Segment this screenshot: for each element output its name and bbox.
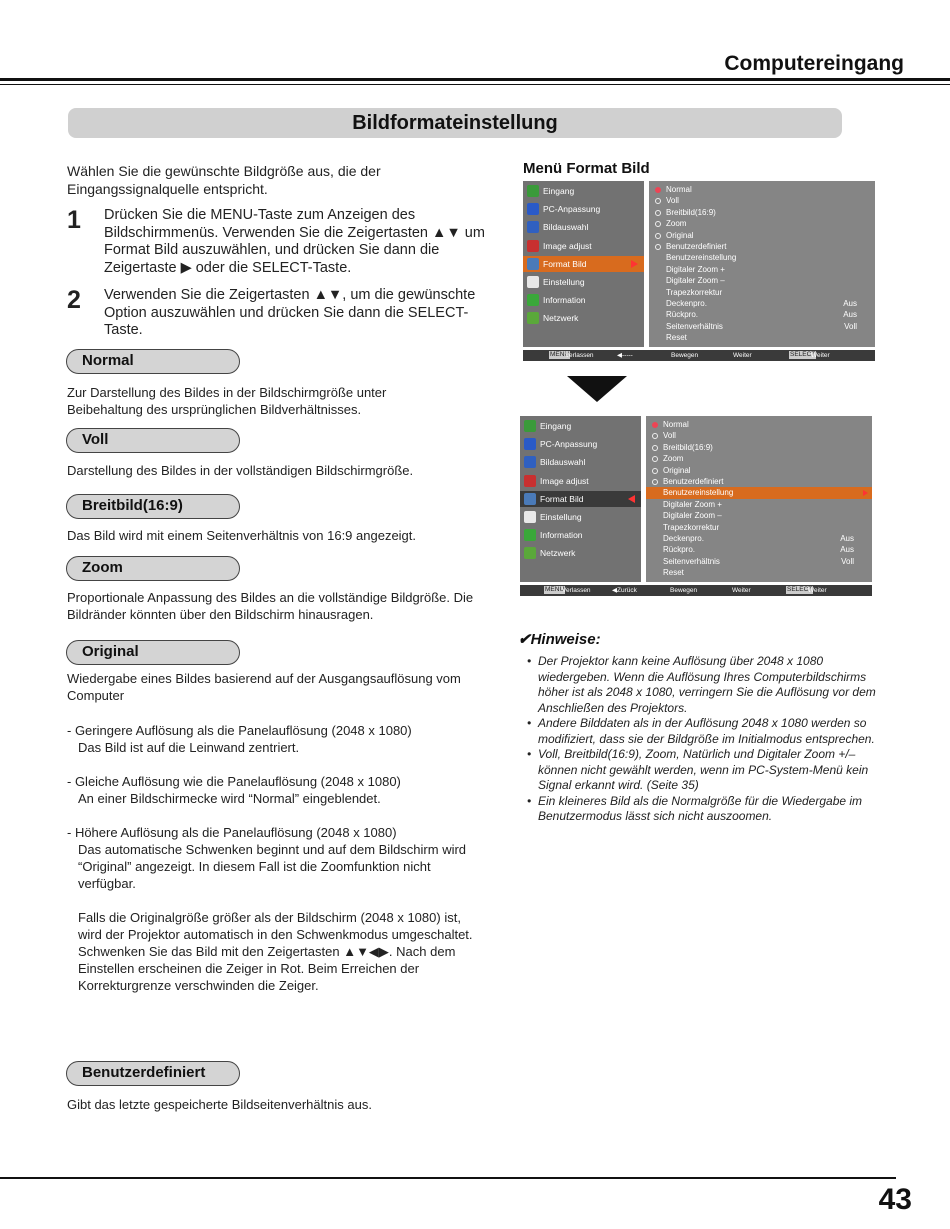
option-heading-benutzerdefiniert: Benutzerdefiniert	[66, 1061, 240, 1086]
submenu-item[interactable]	[649, 207, 875, 218]
select-next-label: Weiter	[811, 352, 830, 359]
original-detail-body: An einer Bildschirmecke wird “Normal” eingeblendet.	[78, 791, 381, 806]
submenu-label: Breitbild(16:9)	[666, 207, 716, 217]
submenu-item[interactable]	[649, 264, 875, 275]
main-menu-item[interactable]	[523, 183, 644, 199]
main-menu-label: Image adjust	[543, 240, 592, 251]
submenu-label: Benutzerdefiniert	[663, 477, 724, 486]
submenu-item[interactable]	[649, 184, 875, 195]
menu-key-label: MENU	[550, 351, 570, 358]
checkmark-icon: ✔	[518, 631, 531, 648]
select-key-label: SELECT	[787, 586, 813, 593]
main-menu-item[interactable]	[520, 473, 641, 489]
submenu-label: Digitaler Zoom +	[663, 499, 722, 509]
submenu-item[interactable]	[649, 252, 875, 263]
radio-icon	[655, 233, 661, 239]
submenu-label: Benutzereinstellung	[663, 488, 734, 498]
arrow-left-icon	[628, 495, 635, 503]
main-menu-panel	[523, 181, 644, 347]
exit-label: Verlassen	[562, 587, 591, 594]
pc-adjust-icon	[524, 438, 536, 450]
main-menu-label: Bildauswahl	[543, 222, 589, 233]
note-item: • Der Projektor kann keine Auflösung über 2048 x 1080 wiedergeben. Wenn die Auflösung Ihres Computerbildschirms höher ist als 2048 x 1080, verringern Sie die Auflösung vor dem Anschließen des Projektors.	[527, 654, 887, 716]
info-icon	[527, 294, 539, 306]
option-heading-zoom: Zoom	[66, 556, 240, 581]
format-submenu-panel	[649, 181, 875, 347]
submenu-item[interactable]	[649, 195, 875, 206]
main-menu-label: Netzwerk	[543, 313, 579, 324]
submenu-value: Aus	[840, 545, 854, 555]
radio-selected-icon	[655, 187, 661, 193]
submenu-label: Digitaler Zoom –	[666, 276, 725, 286]
screen-format-icon	[527, 258, 539, 270]
radio-icon	[655, 198, 661, 204]
submenu-label: Rückpro.	[666, 310, 699, 320]
original-detail-head: - Höhere Auflösung als die Panelauflösung (2048 x 1080)	[67, 825, 397, 840]
main-menu-item[interactable]	[520, 418, 641, 434]
submenu-item[interactable]	[649, 332, 875, 343]
original-detail-body: Das Bild ist auf die Leinwand zentriert.	[78, 740, 300, 755]
select-key-label: SELECT	[790, 351, 816, 358]
main-menu-label: PC-Anpassung	[543, 204, 601, 215]
main-menu-label: Einstellung	[543, 277, 585, 287]
notes-list	[527, 654, 887, 825]
submenu-label: Seitenverhältnis	[666, 321, 723, 331]
main-menu-item[interactable]	[523, 201, 644, 217]
submenu-item[interactable]	[649, 218, 875, 229]
image-adjust-icon	[524, 475, 536, 487]
menu-screen-before	[523, 181, 878, 363]
submenu-item[interactable]	[646, 442, 872, 453]
input-icon	[527, 185, 539, 197]
radio-icon	[652, 479, 658, 485]
menu-key-label: MENU	[545, 586, 565, 593]
format-submenu-panel	[646, 416, 872, 582]
main-menu-item[interactable]	[520, 436, 641, 452]
step-text: Verwenden Sie die Zeigertasten ▲▼, um die gewünschte Option auszuwählen und drücken Sie dann die SELECT-Taste.	[104, 287, 476, 338]
move-label: Bewegen	[671, 352, 699, 359]
move-label: Bewegen	[670, 587, 698, 594]
step-text: Drücken Sie die MENU-Taste zum Anzeigen des Bildschirmmenüs. Verwenden Sie die Zeigertasten ▲▼ um Format Bild auszuwählen, und drücken Sie dann die Zeigertaste ▶ oder die SELECT-Taste.	[104, 207, 485, 276]
original-detail-head: - Geringere Auflösung als die Panelauflösung (2048 x 1080)	[67, 723, 412, 738]
submenu-label: Reset	[666, 333, 687, 343]
submenu-label: Normal	[666, 185, 692, 194]
main-menu-label: Bildauswahl	[540, 457, 586, 468]
main-menu-label: Format Bild	[540, 493, 584, 504]
submenu-label: Digitaler Zoom +	[666, 264, 725, 274]
arrow-right-icon	[863, 490, 868, 496]
submenu-label: Trapezkorrektur	[666, 287, 723, 297]
submenu-item[interactable]	[649, 275, 875, 286]
main-menu-label: Einstellung	[540, 512, 582, 522]
option-heading-breitbild: Breitbild(16:9)	[66, 494, 240, 519]
main-menu-label: Image adjust	[540, 475, 589, 486]
back-label: ◀-----	[617, 352, 633, 359]
submenu-value: Aus	[843, 299, 857, 308]
submenu-item[interactable]	[649, 241, 875, 252]
settings-icon	[524, 511, 536, 523]
note-item: • Ein kleineres Bild als die Normalgröße für die Wiedergabe im Benutzermodus lässt sich nicht auszoomen.	[527, 794, 887, 825]
submenu-item[interactable]	[649, 230, 875, 241]
arrow-down-icon	[567, 376, 627, 402]
radio-icon	[655, 221, 661, 227]
next-label: Weiter	[732, 587, 751, 594]
submenu-label: Digitaler Zoom –	[663, 511, 722, 521]
radio-icon	[655, 210, 661, 216]
main-menu-item[interactable]	[520, 527, 641, 543]
note-item: • Andere Bilddaten als in der Auflösung 2048 x 1080 werden so modifiziert, dass sie der Bildgröße im Initialmodus entsprechen.	[527, 716, 887, 747]
main-menu-item[interactable]	[523, 219, 644, 235]
main-menu-label: Information	[543, 295, 586, 306]
main-menu-item[interactable]	[520, 454, 641, 470]
network-icon	[527, 312, 539, 324]
main-menu-panel	[520, 416, 641, 582]
image-adjust-icon	[527, 240, 539, 252]
submenu-item[interactable]	[649, 321, 875, 332]
radio-icon	[655, 244, 661, 250]
submenu-label: Reset	[663, 568, 684, 578]
submenu-item[interactable]	[646, 522, 872, 533]
footer-rule	[0, 1177, 896, 1179]
main-menu-label: Information	[540, 530, 583, 541]
radio-selected-icon	[652, 422, 658, 428]
submenu-label: Benutzerdefiniert	[666, 242, 727, 251]
option-desc-original: Wiedergabe eines Bildes basierend auf der Ausgangsauflösung vom Computer	[67, 671, 461, 703]
main-menu-item[interactable]	[520, 545, 641, 561]
option-heading-voll: Voll	[66, 428, 240, 453]
info-icon	[524, 529, 536, 541]
option-desc-zoom: Proportionale Anpassung des Bildes an die vollständige Bildgröße. Die Bildränder könnten über den Bildschirm hinausragen.	[67, 590, 474, 622]
submenu-label: Normal	[663, 420, 689, 429]
submenu-label: Breitbild(16:9)	[663, 442, 713, 452]
menu-title: Menü Format Bild	[523, 160, 650, 177]
original-detail-body: Falls die Originalgröße größer als der Bildschirm (2048 x 1080) ist, wird der Projektor automatisch in den Schwenkmodus umgeschaltet. Schwenken Sie das Bild mit den Zeigertasten ▲▼◀▶. Nach dem Einstellen erscheinen die Zeiger in Rot. Beim Erreichen der Korrekturgrenze verschwinden die Zeiger.	[78, 910, 473, 993]
settings-icon	[527, 276, 539, 288]
main-menu-item[interactable]	[523, 238, 644, 254]
submenu-label: Deckenpro.	[666, 299, 707, 308]
menu-help-bar	[520, 585, 872, 596]
main-menu-item[interactable]	[520, 509, 641, 525]
radio-icon	[652, 456, 658, 462]
menu-help-bar	[523, 350, 875, 361]
submenu-item[interactable]	[646, 487, 872, 498]
menu-screen-after	[520, 416, 875, 598]
main-menu-label: Format Bild	[543, 258, 587, 269]
submenu-item[interactable]	[646, 510, 872, 521]
submenu-label: Zoom	[666, 219, 687, 229]
submenu-item[interactable]	[646, 533, 872, 544]
main-menu-label: Eingang	[543, 186, 575, 196]
submenu-item[interactable]	[646, 465, 872, 476]
back-label: ◀Zurück	[612, 587, 637, 594]
radio-icon	[652, 445, 658, 451]
submenu-item[interactable]	[646, 430, 872, 441]
main-menu-item[interactable]	[523, 310, 644, 326]
option-desc-normal: Zur Darstellung des Bildes in der Bildschirmgröße unter Beibehaltung des ursprünglichen Bildverhältnisses.	[67, 385, 387, 417]
chapter-title: Computereingang	[724, 52, 904, 75]
submenu-label: Original	[666, 230, 694, 240]
input-icon	[524, 420, 536, 432]
submenu-item[interactable]	[649, 309, 875, 320]
original-detail-head: - Gleiche Auflösung wie die Panelauflösung (2048 x 1080)	[67, 774, 401, 789]
main-menu-item[interactable]	[523, 274, 644, 290]
option-heading-original: Original	[66, 640, 240, 665]
page-number: 43	[878, 1183, 912, 1216]
submenu-item[interactable]	[646, 499, 872, 510]
step-number: 1	[67, 206, 81, 234]
submenu-label: Voll	[666, 196, 679, 206]
intro-text: Wählen Sie die gewünschte Bildgröße aus, die der Eingangssignalquelle entspricht.	[67, 163, 381, 197]
radio-icon	[652, 468, 658, 474]
main-menu-label: PC-Anpassung	[540, 439, 598, 450]
screen-format-icon	[524, 493, 536, 505]
network-icon	[524, 547, 536, 559]
submenu-value: Voll	[841, 556, 854, 566]
submenu-item[interactable]	[646, 419, 872, 430]
submenu-label: Seitenverhältnis	[663, 556, 720, 566]
submenu-label: Benutzereinstellung	[666, 253, 737, 263]
image-select-icon	[527, 221, 539, 233]
submenu-value: Aus	[840, 534, 854, 543]
notes-title: ✔Hinweise:	[518, 631, 601, 648]
note-item: • Voll, Breitbild(16:9), Zoom, Natürlich und Digitaler Zoom +/– können nicht gewählt werden, wenn im PC-System-Menü kein Signal erkannt wird. (Seite 35)	[527, 747, 887, 794]
submenu-value: Voll	[844, 321, 857, 331]
main-menu-item[interactable]	[523, 292, 644, 308]
exit-label: Verlassen	[565, 352, 594, 359]
image-select-icon	[524, 456, 536, 468]
submenu-label: Deckenpro.	[663, 534, 704, 543]
option-desc-voll: Darstellung des Bildes in der vollständigen Bildschirmgröße.	[67, 463, 414, 478]
main-menu-label: Netzwerk	[540, 548, 576, 559]
submenu-label: Trapezkorrektur	[663, 522, 720, 532]
next-label: Weiter	[733, 352, 752, 359]
main-menu-label: Eingang	[540, 421, 572, 431]
submenu-label: Voll	[663, 431, 676, 441]
submenu-item[interactable]	[649, 298, 875, 309]
select-next-label: Weiter	[808, 587, 827, 594]
header-rule	[0, 78, 950, 81]
step-number: 2	[67, 286, 81, 314]
submenu-label: Rückpro.	[663, 545, 696, 555]
pc-adjust-icon	[527, 203, 539, 215]
submenu-item[interactable]	[646, 453, 872, 464]
section-title: Bildformateinstellung	[68, 108, 842, 138]
submenu-item[interactable]	[646, 544, 872, 555]
option-desc-benutzerdefiniert: Gibt das letzte gespeicherte Bildseitenverhältnis aus.	[67, 1097, 372, 1112]
option-heading-normal: Normal	[66, 349, 240, 374]
submenu-value: Aus	[843, 310, 857, 320]
main-menu-item[interactable]	[520, 491, 641, 507]
submenu-item[interactable]	[646, 476, 872, 487]
main-menu-item[interactable]	[523, 256, 644, 272]
submenu-label: Original	[663, 465, 691, 475]
original-detail-body: Das automatische Schwenken beginnt und auf dem Bildschirm wird “Original” angezeigt. In diesem Fall ist die Zoomfunktion nicht verfügbar.	[78, 842, 467, 891]
submenu-item[interactable]	[646, 556, 872, 567]
radio-icon	[652, 433, 658, 439]
arrow-right-icon	[631, 260, 638, 268]
header-rule-thin	[0, 84, 950, 85]
option-desc-breitbild: Das Bild wird mit einem Seitenverhältnis von 16:9 angezeigt.	[67, 528, 417, 543]
submenu-item[interactable]	[646, 567, 872, 578]
submenu-label: Zoom	[663, 454, 684, 464]
submenu-item[interactable]	[649, 287, 875, 298]
